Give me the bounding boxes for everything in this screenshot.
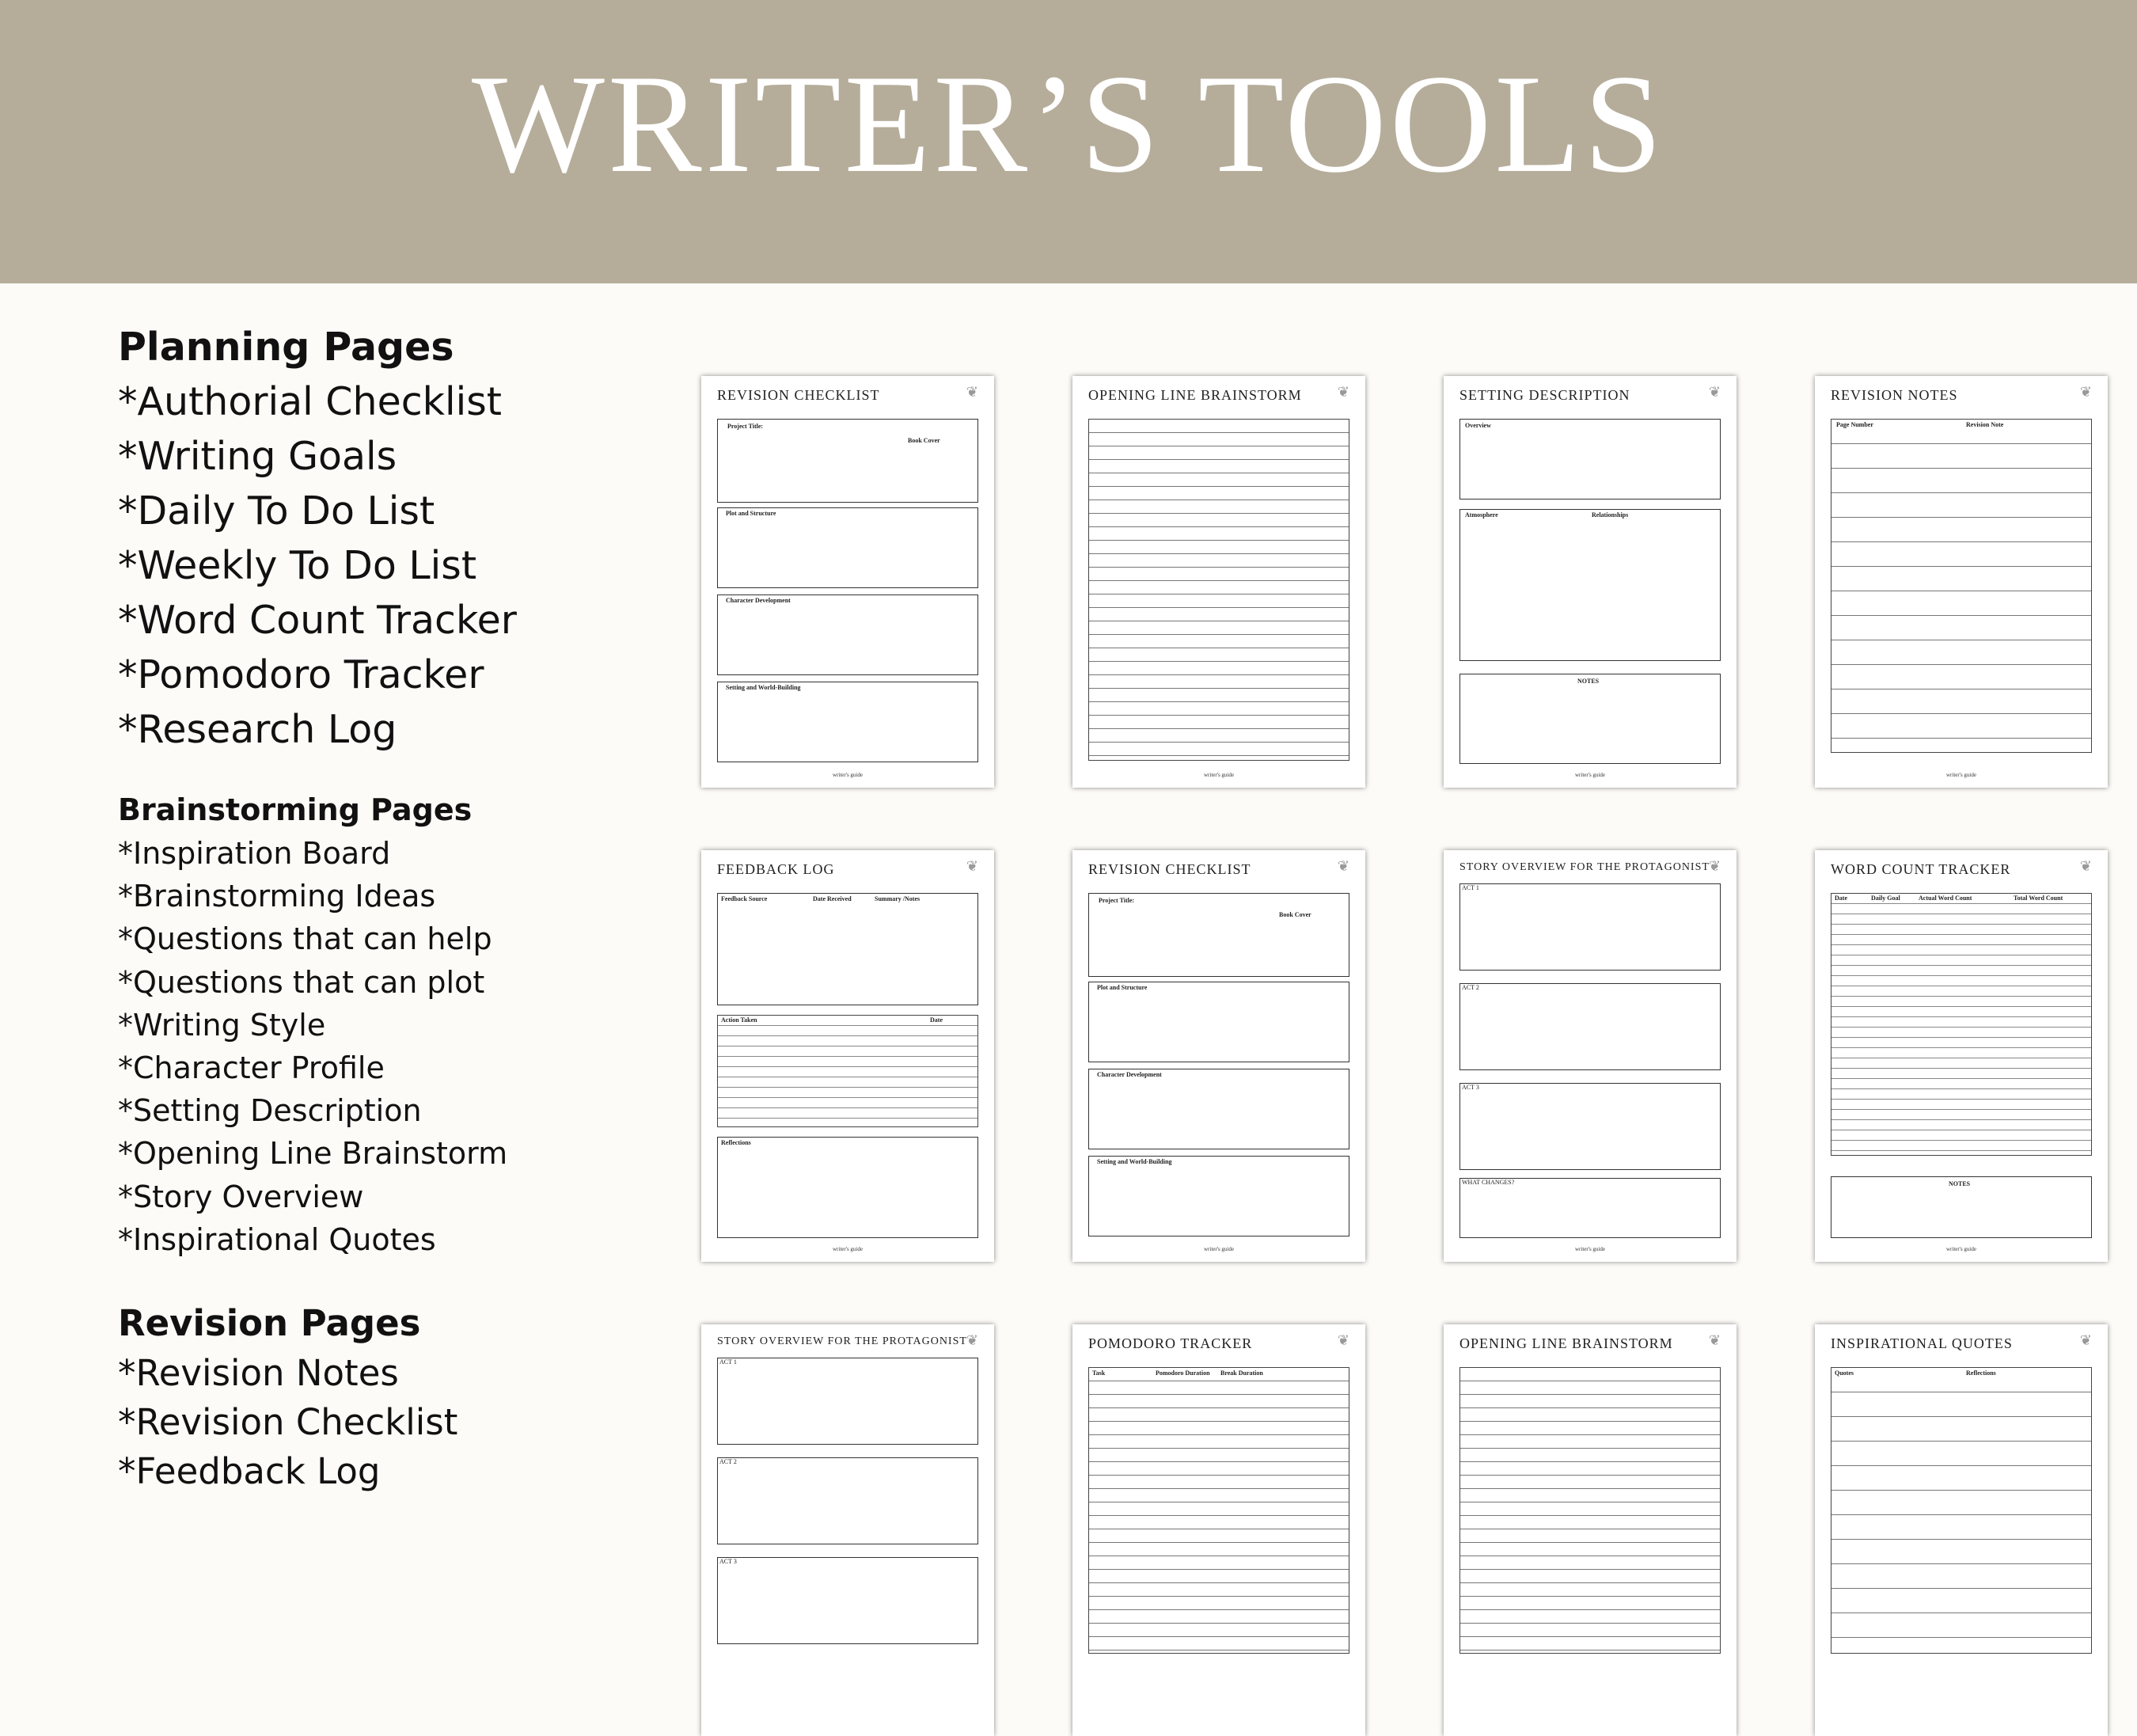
notes-box [1831,1176,2092,1238]
notes-table [1831,419,2092,753]
action-taken-label: Action Taken [721,1016,757,1024]
act1-label: ACT 1 [719,1358,737,1366]
list-item: *Writing Style [118,1007,326,1043]
thumbnail-title: WORD COUNT TRACKER [1831,861,2011,877]
act1-box [1459,883,1721,971]
act2-label: ACT 2 [719,1458,737,1465]
book-cover-label: Book Cover [908,437,940,444]
overview-label: Overview [1465,422,1491,429]
revision-note-label: Revision Note [1966,421,2004,428]
act2-label: ACT 2 [1462,984,1479,991]
book-cover-label: Book Cover [1279,911,1311,918]
brainstorming-heading: Brainstorming Pages [118,792,473,827]
thumbnail-story-overview [1444,850,1737,1262]
thumbnail-opening-line [1072,376,1365,788]
thumbnail-title: STORY OVERVIEW FOR THE PROTAGONIST [1459,861,1710,873]
act1-box [717,1358,978,1445]
list-item: *Setting Description [118,1093,422,1129]
thumbnail-setting-description [1444,376,1737,788]
project-title-label: Project Title: [727,423,764,430]
notes-label: NOTES [1949,1180,1971,1187]
list-item: *Feedback Log [118,1450,381,1492]
what-changes-label: WHAT CHANGES? [1462,1179,1515,1186]
list-item: *Daily To Do List [118,488,435,534]
notes-label: NOTES [1577,678,1600,685]
thumbnail-footer: writer's guide [1203,1246,1234,1252]
header-banner [0,0,2137,283]
quotes-label: Quotes [1835,1369,1854,1377]
project-box [717,419,978,503]
notes-box [1459,674,1721,764]
leaf-ornament-icon: ❦ [1337,384,1349,400]
project-title-label: Project Title: [1099,897,1135,904]
leaf-ornament-icon: ❦ [966,384,978,400]
list-item: *Inspiration Board [118,836,391,871]
thumbnail-title: REVISION CHECKLIST [1088,861,1251,877]
planning-heading: Planning Pages [118,325,454,370]
atmosphere-box [1459,509,1721,661]
thumbnail-title: INSPIRATIONAL QUOTES [1831,1335,2013,1351]
thumbnail-footer: writer's guide [1574,1246,1605,1252]
planning-pages-list [118,320,517,757]
revision-heading: Revision Pages [118,1302,421,1344]
leaf-ornament-icon: ❦ [2079,384,2092,400]
list-item: *Authorial Checklist [118,379,502,424]
thumbnail-footer: writer's guide [1945,1246,1976,1252]
actual-wc-label: Actual Word Count [1919,895,1972,902]
feedback-source-label: Feedback Source [721,895,768,902]
what-changes-box [1459,1178,1721,1238]
character-section [717,594,978,675]
word-count-table [1831,893,2092,1156]
list-item: *Revision Checklist [118,1401,458,1443]
atmosphere-label: Atmosphere [1465,511,1498,519]
leaf-ornament-icon: ❦ [1708,1332,1721,1348]
list-item: *Inspirational Quotes [118,1221,436,1257]
act3-label: ACT 3 [1462,1084,1479,1091]
list-item: *Questions that can plot [118,964,485,1000]
list-item: *Pomodoro Tracker [118,652,484,697]
thumbnail-revision-checklist-2 [1072,850,1365,1262]
revision-pages-list [118,1298,457,1496]
feedback-table [717,893,978,1005]
thumbnail-feedback-log [701,850,994,1262]
thumbnail-title: OPENING LINE BRAINSTORM [1088,387,1302,403]
page-title: WRITER’S TOOLS [471,45,1666,202]
list-item: *Brainstorming Ideas [118,879,436,914]
setting-section [717,682,978,762]
reflections-box [717,1137,978,1238]
thumbnail-story-overview-2 [701,1324,994,1736]
act2-box [1459,983,1721,1070]
thumbnail-footer: writer's guide [1945,772,1976,778]
overview-box [1459,419,1721,500]
ruled-lines [1459,1367,1721,1654]
leaf-ornament-icon: ❦ [1708,858,1721,874]
act1-label: ACT 1 [1462,884,1479,891]
thumbnail-revision-notes [1815,376,2108,788]
action-table [717,1015,978,1127]
thumbnail-opening-line-2 [1444,1324,1737,1736]
act3-box [717,1557,978,1644]
list-item: *Story Overview [118,1179,364,1214]
thumbnail-title: REVISION NOTES [1831,387,1958,403]
thumbnail-inspirational-quotes [1815,1324,2108,1736]
page-number-label: Page Number [1836,421,1873,428]
thumbnail-footer: writer's guide [1574,772,1605,778]
thumbnail-title: STORY OVERVIEW FOR THE PROTAGONIST [717,1335,967,1347]
leaf-ornament-icon: ❦ [2079,858,2092,874]
list-item: *Word Count Tracker [118,598,517,643]
thumbnail-title: FEEDBACK LOG [717,861,835,877]
ruled-lines [1088,419,1349,761]
wc-date-label: Date [1835,895,1847,902]
thumbnail-title: POMODORO TRACKER [1088,1335,1253,1351]
list-item: *Opening Line Brainstorm [118,1136,508,1172]
act3-box [1459,1083,1721,1170]
brainstorming-pages-list [118,788,507,1261]
plot-label: Plot and Structure [1097,984,1148,991]
act2-box [717,1457,978,1544]
task-label: Task [1092,1369,1106,1377]
list-item: *Research Log [118,707,397,752]
list-item: *Revision Notes [118,1352,399,1394]
thumbnail-title: OPENING LINE BRAINSTORM [1459,1335,1673,1351]
plot-section [717,507,978,588]
character-label: Character Development [726,597,791,604]
break-duration-label: Break Duration [1220,1369,1263,1377]
summary-notes-label: Summary /Notes [875,895,920,902]
list-item: *Character Profile [118,1050,385,1086]
project-box [1088,893,1349,977]
date-label: Date [930,1016,943,1024]
pomodoro-table [1088,1367,1349,1654]
character-section [1088,1069,1349,1149]
thumbnail-footer: writer's guide [1203,772,1234,778]
thumbnail-title: REVISION CHECKLIST [717,387,880,403]
thumbnail-pomodoro-tracker [1072,1324,1365,1736]
thumbnail-word-count-tracker [1815,850,2108,1262]
date-received-label: Date Received [813,895,852,902]
plot-label: Plot and Structure [726,510,776,517]
list-item: *Weekly To Do List [118,543,477,588]
thumbnail-footer: writer's guide [832,772,863,778]
setting-label: Setting and World-Building [726,684,801,691]
reflections-label: Reflections [721,1139,751,1146]
leaf-ornament-icon: ❦ [1337,1332,1349,1348]
list-item: *Writing Goals [118,434,397,479]
setting-label: Setting and World-Building [1097,1158,1172,1165]
thumbnail-footer: writer's guide [832,1246,863,1252]
thumbnail-title: SETTING DESCRIPTION [1459,387,1630,403]
list-item: *Questions that can help [118,921,492,957]
setting-section [1088,1156,1349,1236]
leaf-ornament-icon: ❦ [966,858,978,874]
daily-goal-label: Daily Goal [1871,895,1900,902]
reflections-label: Reflections [1966,1369,1996,1377]
leaf-ornament-icon: ❦ [1708,384,1721,400]
pomodoro-duration-label: Pomodoro Duration [1156,1369,1210,1377]
leaf-ornament-icon: ❦ [966,1332,978,1348]
plot-section [1088,982,1349,1062]
thumbnail-revision-checklist [701,376,994,788]
relationships-label: Relationships [1592,511,1629,519]
character-label: Character Development [1097,1071,1162,1078]
quotes-table [1831,1367,2092,1654]
total-wc-label: Total Word Count [2014,895,2063,902]
leaf-ornament-icon: ❦ [1337,858,1349,874]
act3-label: ACT 3 [719,1558,737,1565]
leaf-ornament-icon: ❦ [2079,1332,2092,1348]
